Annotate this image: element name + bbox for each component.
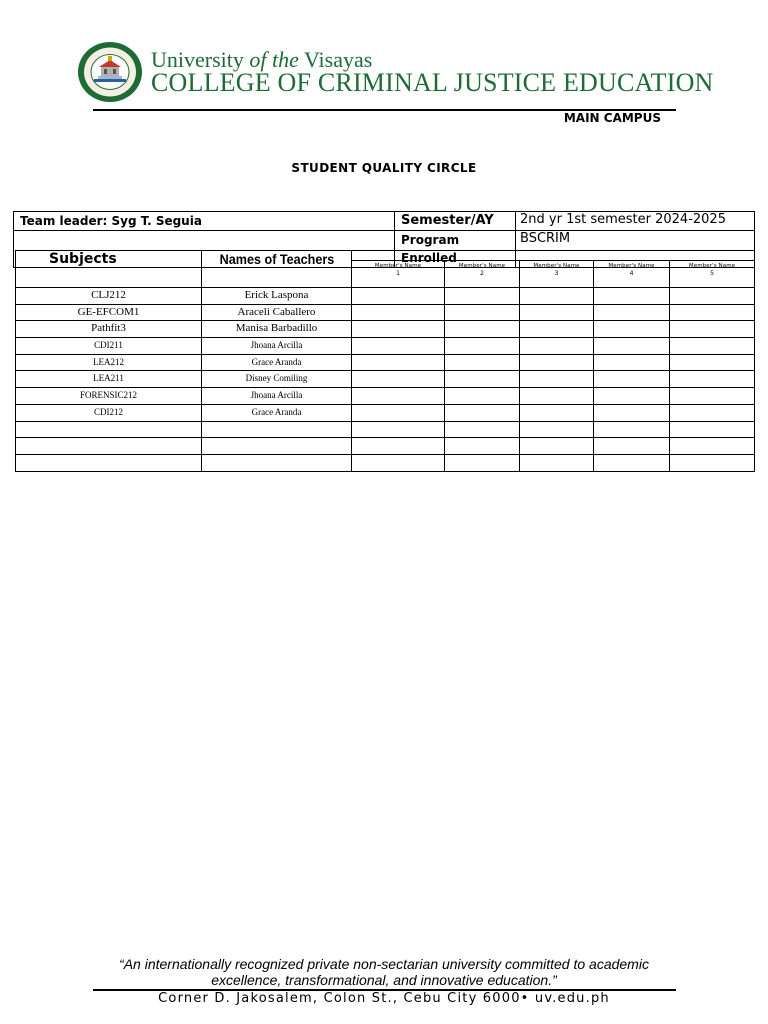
member-cell[interactable] [670, 438, 755, 455]
member-cell[interactable] [670, 321, 755, 338]
member-cell[interactable] [520, 454, 594, 471]
member-cell[interactable] [352, 338, 445, 355]
letterhead [0, 0, 768, 130]
member-label: Member's Name [688, 263, 736, 269]
teacher-cell: Jhoana Arcilla [202, 338, 352, 355]
member-cell[interactable] [445, 288, 520, 305]
teacher-cell: Jhoana Arcilla [202, 388, 352, 405]
footer-address: Corner D. Jakosalem, Colon St., Cebu City 6000• uv.edu.ph [158, 991, 610, 1006]
member-label: Member's Name [533, 263, 580, 269]
subject-cell: GE-EFCOM1 [16, 304, 202, 321]
teacher-cell: Araceli Caballero [202, 304, 352, 321]
program-label: Program Enrolled [395, 231, 516, 268]
member-number: 2 [480, 270, 484, 277]
member-cell[interactable] [445, 438, 520, 455]
member-cell[interactable] [445, 454, 520, 471]
member-cell[interactable] [520, 304, 594, 321]
member-cell[interactable] [594, 288, 670, 305]
table-row [16, 404, 755, 421]
subjects-header: Subjects [16, 251, 202, 288]
member-cell[interactable] [594, 304, 670, 321]
teacher-cell: Manisa Barbadillo [202, 321, 352, 338]
member-cell[interactable] [352, 371, 445, 388]
member-cell[interactable] [670, 288, 755, 305]
member-cell[interactable] [520, 438, 594, 455]
member-cell[interactable] [594, 421, 670, 438]
member-number: 1 [396, 270, 400, 277]
member-label: Member's Name [608, 263, 655, 269]
member-cell[interactable] [670, 304, 755, 321]
table-row [16, 304, 755, 321]
quote-line-1: “An internationally recognized private non-sectarian university committed to academic [119, 956, 649, 972]
member-cell[interactable] [445, 321, 520, 338]
member-label: Member's Name [458, 263, 506, 269]
member-cell[interactable] [520, 321, 594, 338]
member-header-1 [352, 261, 445, 288]
footer-quote [100, 956, 668, 988]
teacher-cell [202, 454, 352, 471]
member-cell[interactable] [520, 388, 594, 405]
semester-value: 2nd yr 1st semester 2024-2025 [516, 212, 755, 231]
member-label: Member's Name [374, 263, 422, 269]
member-cell[interactable] [445, 388, 520, 405]
member-cell[interactable] [594, 438, 670, 455]
member-cell[interactable] [520, 404, 594, 421]
table-row [16, 371, 755, 388]
subject-cell: CDI212 [16, 404, 202, 421]
member-cell[interactable] [594, 354, 670, 371]
member-cell[interactable] [352, 321, 445, 338]
member-header-3 [520, 261, 594, 288]
table-row [16, 438, 755, 455]
table-row [16, 354, 755, 371]
member-cell[interactable] [445, 354, 520, 371]
member-cell[interactable] [352, 454, 445, 471]
subject-cell: LEA212 [16, 354, 202, 371]
member-cell[interactable] [352, 404, 445, 421]
subject-cell: LEA211 [16, 371, 202, 388]
member-cell[interactable] [594, 338, 670, 355]
subject-cell: Pathfit3 [16, 321, 202, 338]
member-cell[interactable] [670, 404, 755, 421]
member-header-4 [594, 261, 670, 288]
subject-cell [16, 438, 202, 455]
teacher-cell [202, 438, 352, 455]
member-number: 3 [554, 270, 559, 277]
member-cell[interactable] [352, 388, 445, 405]
member-cell[interactable] [352, 438, 445, 455]
member-cell[interactable] [594, 321, 670, 338]
member-cell[interactable] [445, 371, 520, 388]
member-cell[interactable] [594, 454, 670, 471]
table-row [16, 421, 755, 438]
member-cell[interactable] [670, 338, 755, 355]
member-cell[interactable] [670, 421, 755, 438]
member-cell[interactable] [352, 288, 445, 305]
subject-cell: FORENSIC212 [16, 388, 202, 405]
semester-label: Semester/AY [395, 212, 516, 231]
member-header-2 [445, 261, 520, 288]
subject-cell: CDI211 [16, 338, 202, 355]
table-row [16, 338, 755, 355]
member-cell[interactable] [445, 304, 520, 321]
teacher-cell: Disney Comiling [202, 371, 352, 388]
members-header [352, 251, 755, 261]
teacher-cell: Grace Aranda [202, 354, 352, 371]
member-cell[interactable] [520, 371, 594, 388]
member-cell[interactable] [520, 354, 594, 371]
college-name: COLLEGE OF CRIMINAL JUSTICE EDUCATION [151, 68, 714, 97]
member-cell[interactable] [520, 421, 594, 438]
teacher-cell: Erick Laspona [202, 288, 352, 305]
document-title: STUDENT QUALITY CIRCLE [291, 161, 477, 175]
member-cell[interactable] [352, 304, 445, 321]
subject-cell [16, 454, 202, 471]
program-value: BSCRIM [516, 231, 755, 268]
member-cell[interactable] [670, 354, 755, 371]
member-number: 4 [629, 270, 634, 277]
table-row [16, 388, 755, 405]
university-seal-icon [77, 41, 143, 103]
subjects-table [15, 250, 755, 472]
member-cell[interactable] [445, 404, 520, 421]
table-row [16, 454, 755, 471]
member-header-5 [670, 261, 755, 288]
member-cell[interactable] [520, 288, 594, 305]
member-cell[interactable] [594, 371, 670, 388]
member-cell[interactable] [594, 388, 670, 405]
member-cell[interactable] [670, 371, 755, 388]
member-cell[interactable] [352, 421, 445, 438]
table-row [16, 288, 755, 305]
member-cell[interactable] [352, 354, 445, 371]
member-number: 5 [710, 270, 714, 277]
table-body [16, 288, 755, 472]
member-cell[interactable] [520, 338, 594, 355]
table-row [16, 321, 755, 338]
member-cell[interactable] [445, 338, 520, 355]
teacher-cell [202, 421, 352, 438]
quote-line-2: excellence, transformational, and innovative education.” [211, 972, 557, 988]
teacher-cell: Grace Aranda [202, 404, 352, 421]
university-name: University of the Visayas [151, 47, 373, 72]
campus-label: MAIN CAMPUS [563, 111, 661, 125]
teachers-header: Names of Teachers [209, 251, 344, 288]
member-cell[interactable] [594, 404, 670, 421]
team-leader-cell: Team leader: Syg T. Seguia [14, 212, 395, 231]
member-cell[interactable] [445, 421, 520, 438]
subject-cell: CLJ212 [16, 288, 202, 305]
subject-cell [16, 421, 202, 438]
member-cell[interactable] [670, 454, 755, 471]
member-cell[interactable] [670, 388, 755, 405]
